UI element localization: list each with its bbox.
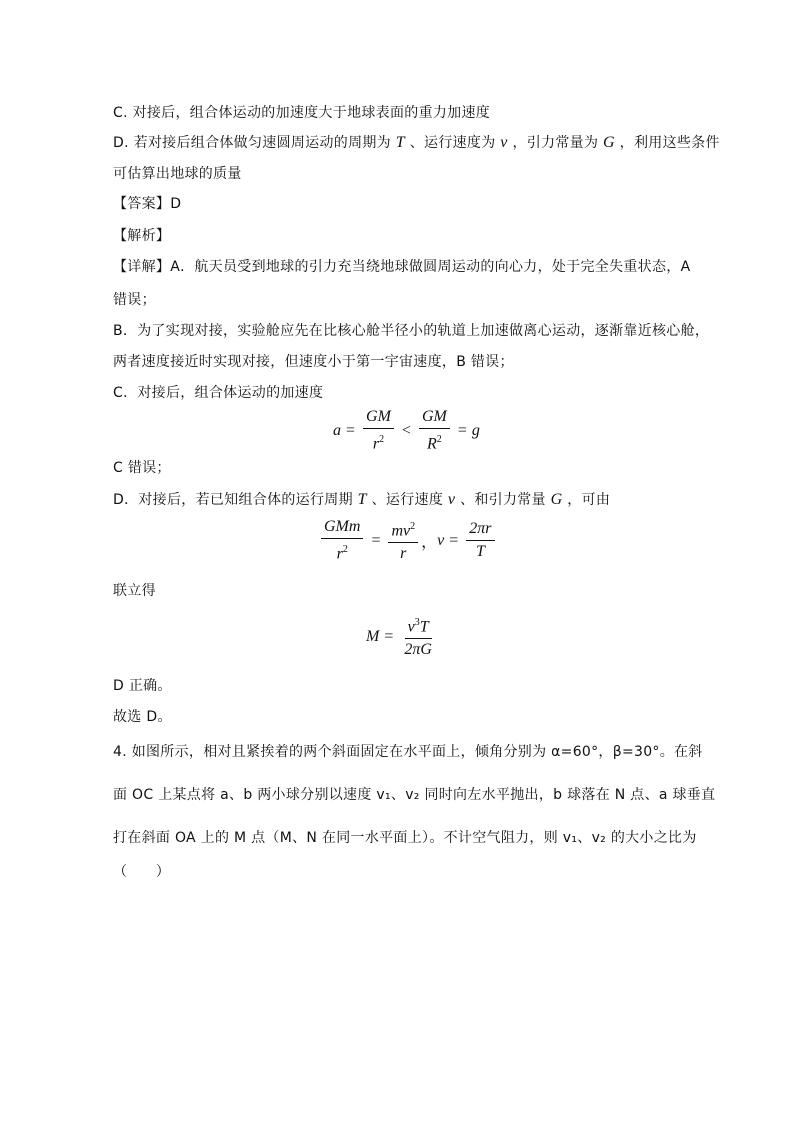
detail-d1-T: T	[357, 491, 367, 508]
eq2-equals: =	[371, 531, 381, 549]
d-option-text-c: ，引力常量为	[512, 135, 599, 151]
d-option-v: v	[500, 134, 508, 151]
d-option-T: T	[395, 134, 405, 151]
eq1-frac1	[363, 408, 394, 453]
question-4-line4: （ ）	[113, 864, 171, 880]
eq3-den: 2πG	[404, 641, 432, 659]
equation-mass	[366, 614, 438, 659]
eq1-frac2-sup: 2	[436, 434, 442, 445]
c-option: C. 对接后，组合体运动的加速度大于地球表面的重力加速度	[113, 105, 491, 121]
detail-b2: 两者速度接近时实现对接，但速度小于第一宇宙速度，B 错误；	[113, 354, 514, 370]
eq2-frac1-num: GMm	[321, 518, 363, 539]
eq3-num-T: T	[419, 618, 429, 636]
detail-d1-text-a: D．对接后，若已知组合体的运行周期	[113, 492, 353, 508]
eq3-num-sup: 3	[414, 617, 420, 628]
eq2-v: v	[437, 531, 445, 549]
answer: 【答案】D	[113, 196, 182, 212]
d-option-G: G	[603, 134, 615, 151]
eq2-frac3	[466, 520, 494, 561]
eq2-frac2-num: mv	[391, 522, 411, 540]
d-option-text-b: 、运行速度为	[409, 135, 496, 151]
eq2-equals2: =	[449, 531, 459, 549]
equation-gravity-velocity	[318, 518, 498, 563]
eq3-equals: =	[384, 627, 394, 645]
question-4-line2: 面 OC 上某点将 a、b 两小球分别以速度 v₁、v₂ 同时向左水平抛出，b 球落在 N 点、a 球垂直	[113, 787, 716, 803]
question-4-line3: 打在斜面 OA 上的 M 点（M、N 在同一水平面上）。不计空气阻力，则 v₁、v₂ 的大小之比为	[113, 830, 697, 846]
detail-d1-v: v	[447, 491, 456, 508]
analysis: 【解析】	[113, 228, 171, 244]
eq2-frac1-sup: 2	[342, 544, 348, 555]
detail-c2: C 错误；	[113, 460, 171, 476]
detail-d1	[113, 490, 610, 510]
detail-a2: 错误；	[113, 292, 156, 308]
eq2-frac3-den: T	[475, 543, 485, 561]
detail-d1-text-b: 、运行速度	[371, 492, 444, 508]
d-option-text-a: D. 若对接后组合体做匀速圆周运动的周期为	[113, 135, 391, 151]
eq1-frac2-num: GM	[419, 408, 450, 429]
detail-d1-text-d: ，可由	[567, 492, 611, 508]
detail-d1-text-c: 、和引力常量	[460, 492, 546, 508]
d-option-text-d: ，利用这些条件	[619, 135, 720, 151]
detail-a1: 【详解】A．航天员受到地球的引力充当绕地球做圆周运动的向心力，处于完全失重状态，A	[113, 259, 691, 275]
choose-d: 故选 D。	[113, 709, 172, 725]
eq1-frac1-sup: 2	[379, 434, 385, 445]
lianli: 联立得	[113, 583, 156, 599]
eq1-equals2: =	[457, 421, 467, 439]
question-4-line1: 4. 如图所示，相对且紧挨着的两个斜面固定在水平面上，倾角分别为 α=60°，β=30°。在斜	[113, 744, 703, 760]
detail-c1: C．对接后，组合体运动的加速度	[113, 385, 324, 401]
d-option-cont: 可估算出地球的质量	[113, 166, 242, 182]
d-correct: D 正确。	[113, 678, 172, 694]
eq2-frac1	[321, 518, 363, 563]
eq1-g: g	[471, 421, 480, 439]
detail-b1: B．为了实现对接，实验舱应先在比核心舱半径小的轨道上加速做离心运动，逐渐靠近核心舱，	[113, 323, 710, 339]
eq2-frac1-den: r	[336, 545, 343, 563]
equation-acceleration	[333, 408, 480, 453]
eq1-a: a	[333, 421, 341, 439]
eq1-frac2-den: R	[427, 435, 437, 453]
eq2-comma: ，	[421, 534, 438, 552]
eq1-lt: <	[401, 421, 411, 439]
eq1-frac1-num: GM	[363, 408, 394, 429]
detail-d1-G: G	[550, 491, 563, 508]
eq2-frac2-sup: 2	[410, 521, 416, 532]
eq2-frac2	[388, 518, 418, 563]
d-option	[113, 133, 720, 153]
eq3-num-v: v	[407, 618, 415, 636]
eq3-frac	[401, 614, 435, 659]
eq1-frac2	[419, 408, 450, 453]
eq2-frac3-num: 2πr	[466, 520, 494, 541]
eq3-M: M	[366, 627, 380, 645]
eq1-frac1-den: r	[372, 435, 380, 453]
eq2-frac2-den: r	[400, 545, 407, 563]
eq1-equals: =	[346, 421, 356, 439]
